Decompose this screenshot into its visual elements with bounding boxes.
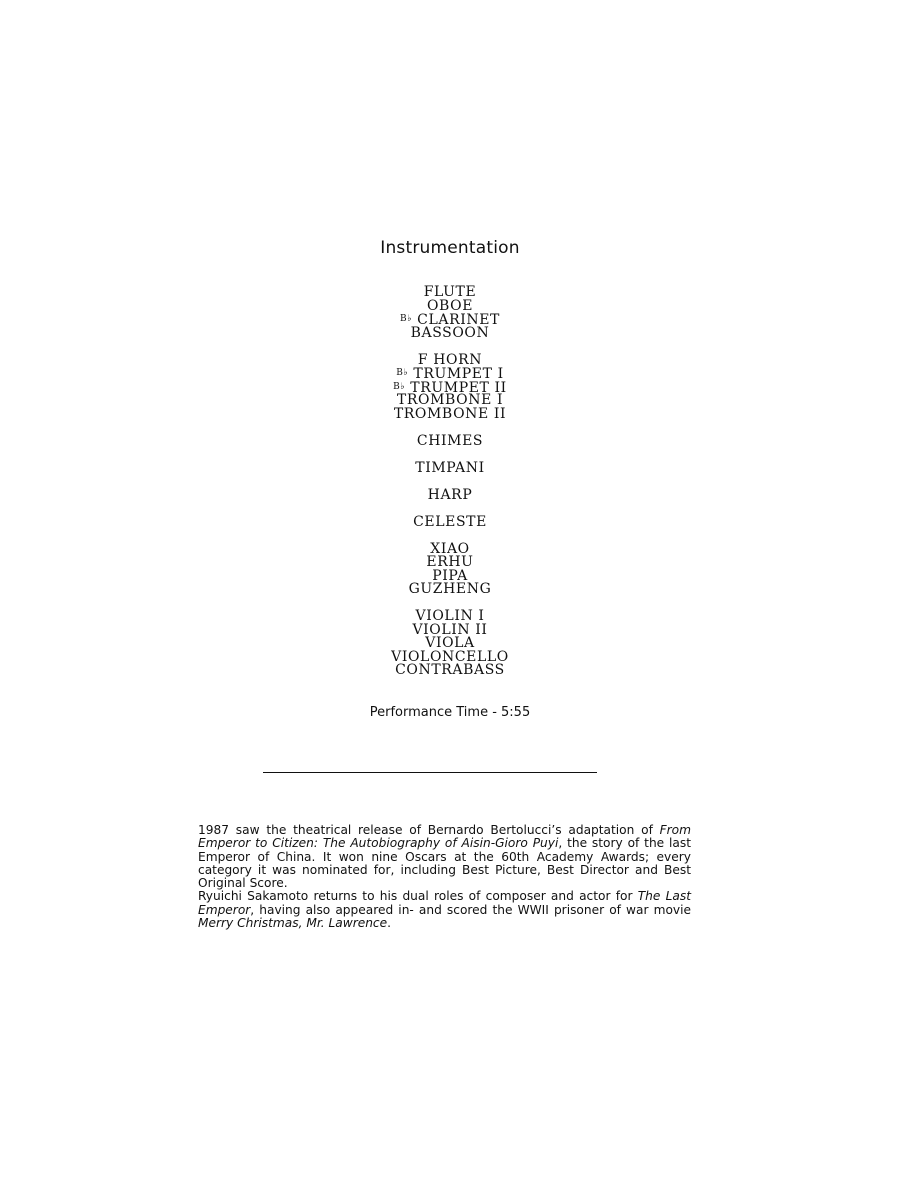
book-title: From Emperor to Citizen: The Autobiography of Aisin-Gioro Puyi <box>198 823 691 851</box>
instrument-oboe: OBOE <box>426 297 474 314</box>
chinese-instruments-group <box>0 540 900 597</box>
flat-prefix: B♭ <box>400 314 413 324</box>
instrument-timpani: TIMPANI <box>415 459 485 476</box>
instrument-chimes: CHIMES <box>416 432 484 449</box>
instrument-harp: HARP <box>427 486 473 503</box>
instrument-viola: VIOLA <box>425 635 475 651</box>
film-title: Merry Christmas, Mr. Lawrence <box>198 916 388 931</box>
flat-prefix: B♭ <box>393 381 406 392</box>
woodwinds-group <box>0 286 900 340</box>
instrument-horn: F HORN <box>417 351 483 368</box>
timpani-group <box>0 459 900 476</box>
instrument-violoncello: VIOLONCELLO <box>391 648 509 665</box>
program-note-paragraph-1: 1987 saw the theatrical release of Bernardo Bertolucci’s adaptation of From Emperor to Citizen: The Autobiography of Aisin-Gioro Puyi, the story of the last Emperor of China. It won nine Oscars at the 60th Academy Awards; every category it was nominated for, including Best Picture, Best Director and Best Original Score. <box>198 823 691 891</box>
instrument-list <box>0 286 900 691</box>
instrument-erhu: ERHU <box>426 554 474 570</box>
strings-group <box>0 610 900 678</box>
instrument-contrabass: CONTRABASS <box>395 662 505 678</box>
instrument-trumpet-2: $^{B♭}$ TRUMPET II <box>393 379 507 396</box>
instrument-celeste: CELESTE <box>413 513 487 530</box>
instrument-flute: FLUTE <box>423 284 477 300</box>
instrument-pipa: PIPA <box>432 567 468 584</box>
brass-group <box>0 351 900 422</box>
instrument-clarinet: $^{B♭}$ CLARINET <box>400 312 500 328</box>
instrument-trumpet-1: $^{B♭}$ TRUMPET I <box>396 366 504 382</box>
film-title: The Last Emperor <box>198 889 691 917</box>
program-note <box>198 824 691 930</box>
instrument-violin-2: VIOLIN II <box>412 621 488 638</box>
page-title: Instrumentation <box>380 238 520 258</box>
harp-group <box>0 486 900 503</box>
celeste-group <box>0 513 900 530</box>
instrument-guzheng: GUZHENG <box>408 581 492 597</box>
flat-prefix: B♭ <box>396 368 409 378</box>
program-note-paragraph-2: Ryuichi Sakamoto returns to his dual roles of composer and actor for The Last Emperor, having also appeared in- and scored the WWII prisoner of war movie Merry Christmas, Mr. Lawrence. <box>198 889 691 931</box>
performance-time: Performance Time - 5:55 <box>369 705 531 720</box>
instrument-trombone-2: TROMBONE II <box>393 405 507 422</box>
chimes-group <box>0 432 900 449</box>
divider <box>263 772 597 773</box>
instrument-xiao: XIAO <box>430 540 470 557</box>
instrument-trombone-1: TROMBONE I <box>396 392 504 408</box>
instrument-bassoon: BASSOON <box>410 324 490 341</box>
instrument-violin-1: VIOLIN I <box>415 608 485 624</box>
